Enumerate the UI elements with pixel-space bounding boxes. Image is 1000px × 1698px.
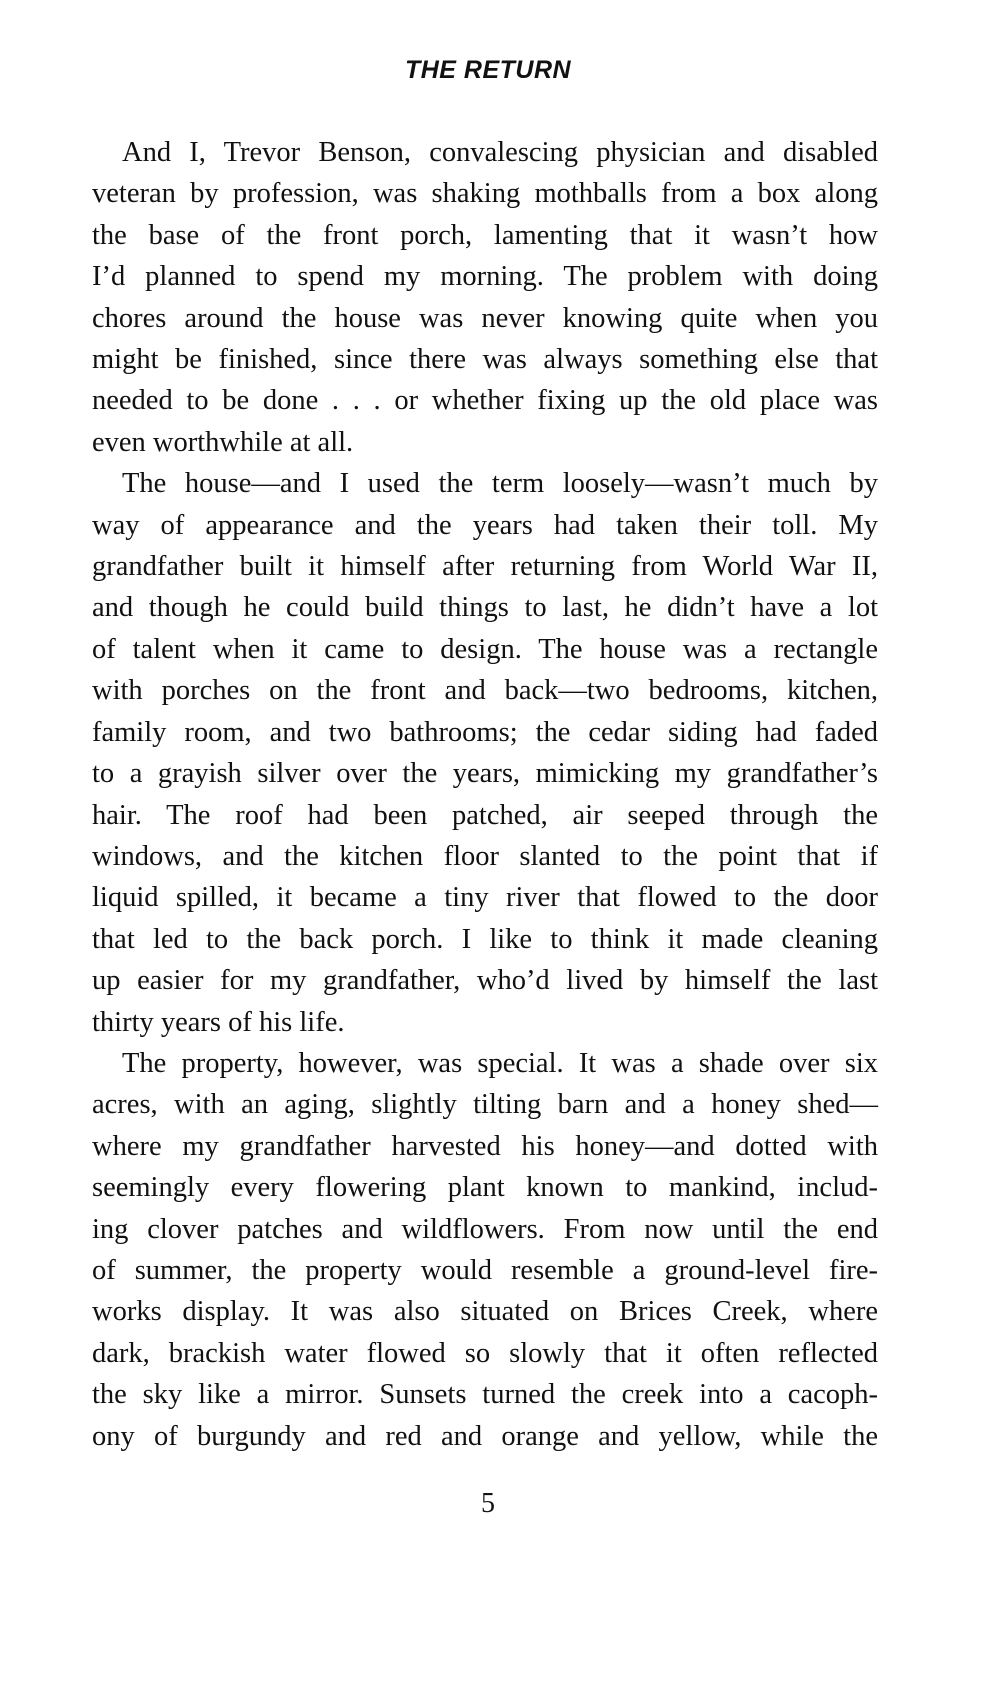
text-line: even worthwhile at all. xyxy=(92,426,354,458)
text-line: that led to the back porch. I like to think it made cleaning xyxy=(92,923,878,955)
text-line: to a grayish silver over the years, mimicking my grandfather’s xyxy=(92,758,878,790)
page-number: 5 xyxy=(481,1488,495,1519)
paragraph-2 xyxy=(92,463,878,1043)
text-line: needed to be done . . . or whether fixing up the old place was xyxy=(92,385,878,417)
text-line: acres, with an aging, slightly tilting barn and a honey shed— xyxy=(92,1089,878,1121)
running-head: THE RETURN xyxy=(404,56,572,84)
text-line: way of appearance and the years had taken their toll. My xyxy=(92,509,878,541)
text-line: grandfather built it himself after returning from World War II, xyxy=(92,551,878,583)
text-line: might be finished, since there was always something else that xyxy=(92,344,878,376)
text-line: The property, however, was special. It was a shade over six xyxy=(122,1047,878,1079)
text-line: The house—and I used the term loosely—wasn’t much by xyxy=(122,468,878,500)
body-text xyxy=(92,132,878,1457)
text-line: with porches on the front and back—two bedrooms, kitchen, xyxy=(92,675,878,707)
paragraph-1 xyxy=(92,132,878,463)
text-line: dark, brackish water flowed so slowly that it often reflected xyxy=(92,1337,878,1369)
text-line: where my grandfather harvested his honey—and dotted with xyxy=(92,1130,878,1162)
text-line: seemingly every flowering plant known to mankind, includ- xyxy=(92,1172,878,1204)
text-line: liquid spilled, it became a tiny river that flowed to the door xyxy=(92,882,878,914)
text-line: windows, and the kitchen floor slanted to the point that if xyxy=(92,840,878,872)
text-line: ing clover patches and wildflowers. From now until the end xyxy=(92,1213,878,1245)
text-line: ony of burgundy and red and orange and yellow, while the xyxy=(92,1420,878,1452)
text-line: I’d planned to spend my morning. The problem with doing xyxy=(92,261,878,293)
text-line: the base of the front porch, lamenting that it wasn’t how xyxy=(92,219,878,251)
text-line: hair. The roof had been patched, air seeped through the xyxy=(92,799,878,831)
text-line: family room, and two bathrooms; the cedar siding had faded xyxy=(92,716,878,748)
text-line: the sky like a mirror. Sunsets turned the creek into a cacoph- xyxy=(92,1379,878,1411)
text-line: And I, Trevor Benson, convalescing physician and disabled xyxy=(122,137,878,168)
text-line: of talent when it came to design. The house was a rectangle xyxy=(92,633,878,665)
text-line: works display. It was also situated on Brices Creek, where xyxy=(92,1296,878,1328)
text-line: veteran by profession, was shaking mothballs from a box along xyxy=(92,178,878,210)
text-line: thirty years of his life. xyxy=(92,1006,345,1038)
paragraph-3 xyxy=(92,1043,878,1457)
text-line: of summer, the property would resemble a ground-level fire- xyxy=(92,1254,878,1286)
text-line: chores around the house was never knowing quite when you xyxy=(92,302,878,334)
text-line: up easier for my grandfather, who’d lived by himself the last xyxy=(92,965,878,997)
text-line: and though he could build things to last, he didn’t have a lot xyxy=(92,592,878,624)
